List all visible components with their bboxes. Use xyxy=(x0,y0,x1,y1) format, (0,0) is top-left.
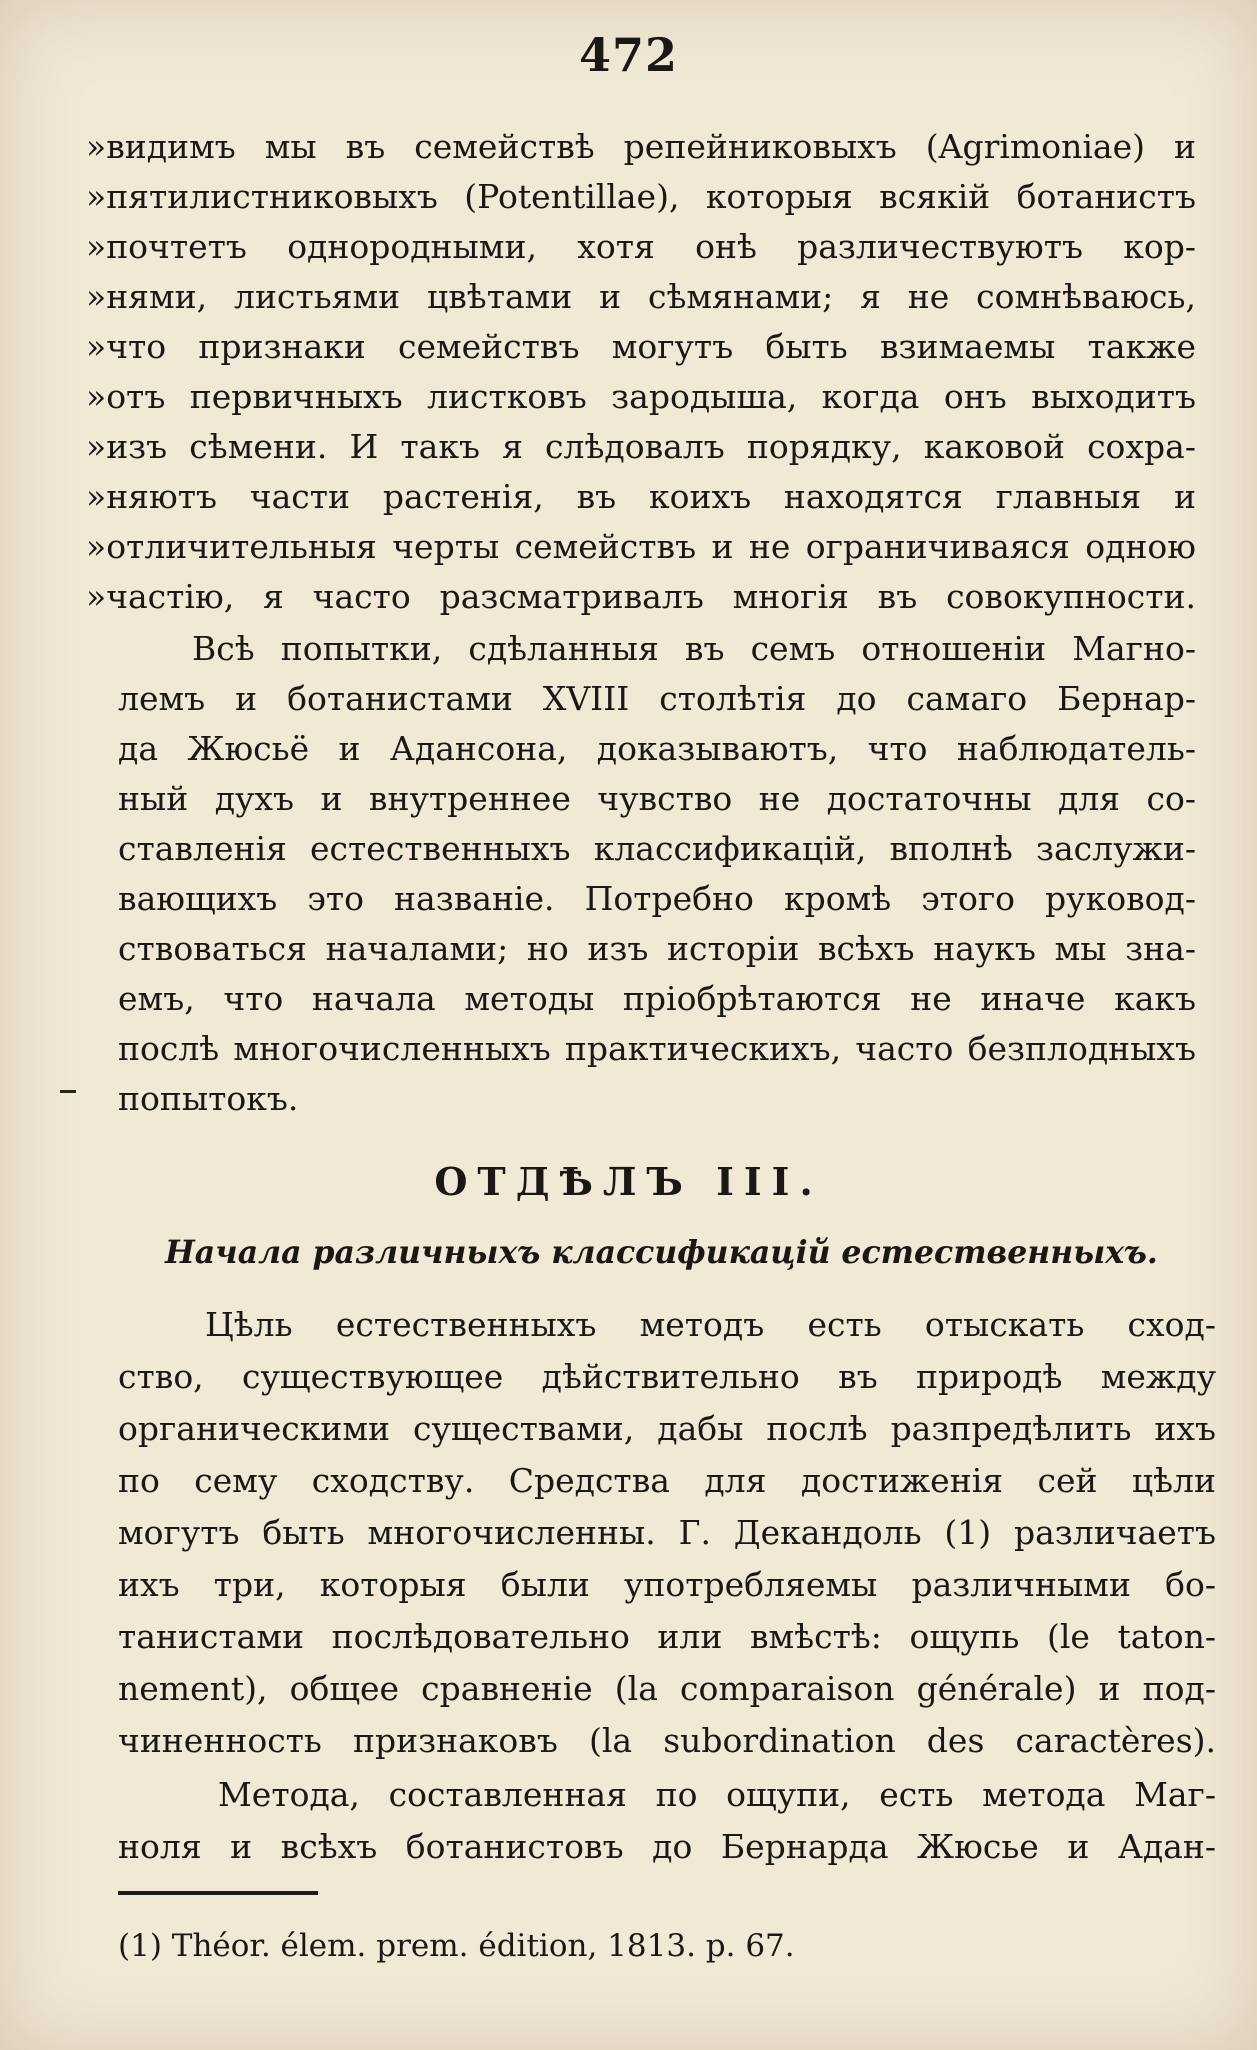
margin-mark xyxy=(60,1090,76,1093)
text-line: Цѣль естественныхъ методъ есть отыскать сход- xyxy=(205,1305,1216,1344)
text-line: попытокъ. xyxy=(118,1079,299,1118)
text-line: »частію, я часто разсматривалъ многія въ совокупности. xyxy=(86,577,1196,616)
section-heading: ОТДѢЛЪ III. xyxy=(434,1159,823,1204)
text-line: ствоваться началами; но изъ исторіи всѣхъ наукъ мы зна- xyxy=(118,929,1196,968)
text-line: да Жюсьё и Адансона, доказываютъ, что наблюдатель- xyxy=(118,729,1196,768)
text-line: »почтетъ однородными, хотя онѣ различествуютъ кор- xyxy=(86,227,1196,266)
text-line: послѣ многочисленныхъ практическихъ, часто безплодныхъ xyxy=(118,1029,1196,1068)
text-line: ихъ три, которыя были употребляемы различными бо- xyxy=(118,1565,1216,1604)
text-line: ноля и всѣхъ ботанистовъ до Бернарда Жюсье и Адан- xyxy=(118,1827,1216,1866)
text-line: »пятилистниковыхъ (Potentillae), которыя всякій ботанистъ xyxy=(86,177,1196,216)
text-line: органическими существами, дабы послѣ разпредѣлить ихъ xyxy=(118,1409,1216,1448)
text-line: »видимъ мы въ семействѣ репейниковыхъ (Agrimoniae) и xyxy=(86,127,1196,166)
footnote: (1) Théor. élem. prem. édition, 1813. p. 67. xyxy=(118,1928,795,1964)
text-line: »няютъ части растенія, въ коихъ находятся главныя и xyxy=(86,477,1196,516)
text-line: вающихъ это названіе. Потребно кромѣ этого руковод- xyxy=(118,879,1196,918)
text-line: ставленія естественныхъ классификацій, вполнѣ заслужи- xyxy=(118,829,1196,868)
text-line: nement), общее сравненіе (la comparaison générale) и под- xyxy=(118,1669,1216,1708)
text-line: »отличительныя черты семействъ и не ограничиваяся одною xyxy=(86,527,1196,566)
text-line: »изъ сѣмени. И такъ я слѣдовалъ порядку, каковой сохра- xyxy=(86,427,1196,466)
text-line: чиненность признаковъ (la subordination des caractères). xyxy=(118,1721,1216,1760)
text-line: ный духъ и внутреннее чувство не достаточны для со- xyxy=(118,779,1196,818)
text-line: Всѣ попытки, сдѣланныя въ семъ отношеніи Магно- xyxy=(192,629,1196,668)
text-line: по сему сходству. Средства для достиженія сей цѣли xyxy=(118,1461,1216,1500)
text-line: »что признаки семействъ могутъ быть взимаемы также xyxy=(86,327,1196,366)
text-line: ство, существующее дѣйствительно въ природѣ между xyxy=(118,1357,1216,1396)
section-subtitle: Начала различныхъ классификацій естественныхъ. xyxy=(165,1234,1158,1271)
text-line: могутъ быть многочисленны. Г. Декандоль (1) различаетъ xyxy=(118,1513,1216,1552)
page-number: 472 xyxy=(578,28,679,82)
text-line: Метода, составленная по ощупи, есть метода Маг- xyxy=(218,1775,1216,1814)
text-line: лемъ и ботанистами XVIII столѣтія до самаго Бернар- xyxy=(118,679,1196,718)
text-line: »отъ первичныхъ листковъ зародыша, когда онъ выходитъ xyxy=(86,377,1196,416)
text-line: танистами послѣдовательно или вмѣстѣ: ощупь (le taton- xyxy=(118,1617,1216,1656)
footnote-rule xyxy=(118,1891,318,1895)
text-line: емъ, что начала методы пріобрѣтаются не иначе какъ xyxy=(118,979,1196,1018)
text-line: »нями, листьями цвѣтами и сѣмянами; я не сомнѣваюсь, xyxy=(86,277,1196,316)
